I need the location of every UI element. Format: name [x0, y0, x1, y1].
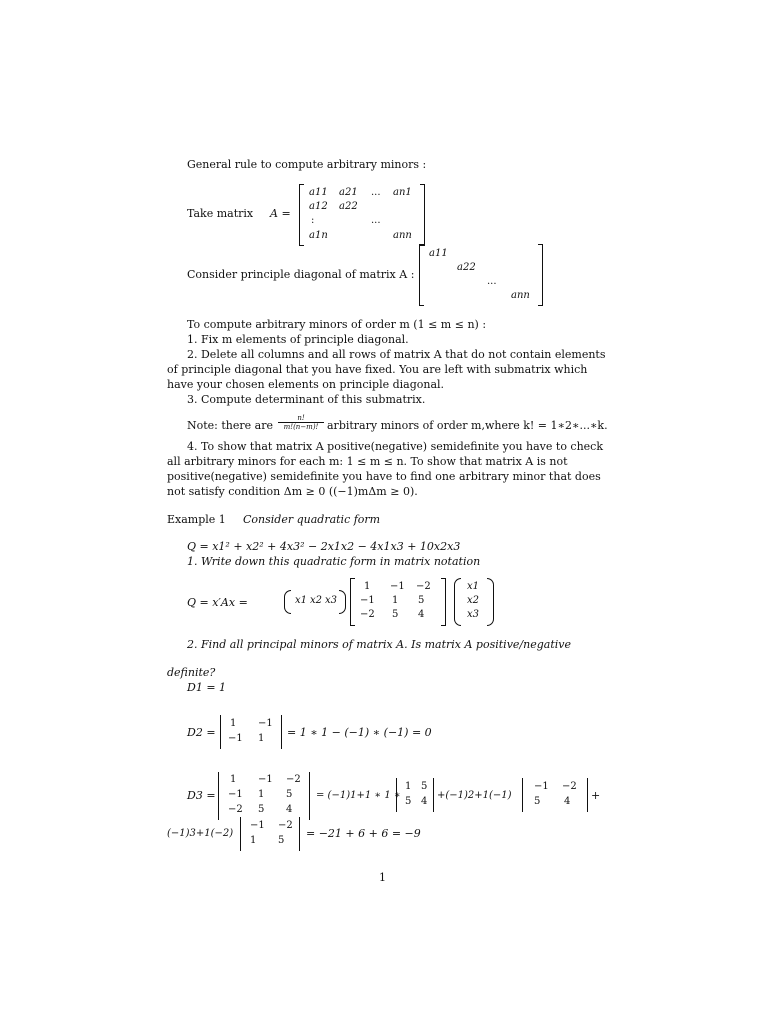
matrix-cell: −2: [416, 581, 431, 592]
step-3: 3. Compute determinant of this submatrix.: [187, 393, 426, 406]
matrix-cell: −2: [286, 774, 301, 785]
fraction-numerator: n!: [278, 414, 324, 423]
matrix-cell: 5: [258, 804, 265, 815]
matrix-cell: −2: [228, 804, 243, 815]
matrix-cell: 5: [278, 835, 285, 846]
note-fraction: [278, 414, 324, 431]
d2-lhs: D2 =: [187, 726, 216, 739]
matrix-cell: ann: [511, 290, 530, 301]
matrix-cell: 1: [230, 718, 237, 729]
vector-entry: x2: [310, 595, 323, 606]
question-1: 1. Write down this quadratic form in matrix notation: [187, 555, 481, 568]
matrix-cell: 5: [418, 595, 425, 606]
matrix-cell: 5: [286, 789, 293, 800]
d3-expansion-2: +(−1)2+1(−1): [437, 790, 512, 801]
step-2-line-2: of principle diagonal that you have fixed. You are left with submatrix which: [167, 363, 588, 376]
d3-plus: +: [591, 789, 601, 802]
matrix-cell: a22: [339, 201, 358, 212]
matrix-cell: a12: [309, 201, 328, 212]
matrix-a-label: A =: [270, 207, 291, 220]
note-suffix: arbitrary minors of order m,where k! = 1∗2∗...∗k.: [327, 419, 608, 432]
question-2-line-1: 2. Find all principal minors of matrix A. Is matrix A positive/negative: [187, 638, 571, 651]
fraction-denominator: m!(n−m)!: [283, 423, 319, 431]
vector-entry: x1: [467, 581, 480, 592]
matrix-cell: 4: [421, 796, 428, 807]
vector-entry: x1: [295, 595, 308, 606]
matrix-cell: −1: [250, 820, 265, 831]
row-vector: [284, 590, 346, 614]
matrix-cell: 1: [258, 789, 265, 800]
matrix-cell: 1: [392, 595, 399, 606]
step-4-line-3: positive(negative) semidefinite you have to find one arbitrary minor that does: [167, 470, 601, 483]
d2-rhs: = 1 ∗ 1 − (−1) ∗ (−1) = 0: [287, 726, 432, 739]
example-label: Example 1: [167, 513, 226, 526]
d3-expansion-1: = (−1)1+1 ∗ 1 ∗: [316, 790, 401, 801]
matrix-cell: −1: [390, 581, 405, 592]
d3-expansion-3: (−1)3+1(−2): [167, 828, 234, 839]
step-4-line-1: 4. To show that matrix A positive(negative) semidefinite you have to check: [187, 440, 604, 453]
steps-lead: To compute arbitrary minors of order m (1 ≤ m ≤ n) :: [187, 318, 487, 331]
coefficient-matrix: [350, 578, 446, 626]
column-vector: [454, 578, 494, 626]
matrix-cell: a21: [339, 187, 358, 198]
d2-determinant: [220, 715, 282, 749]
matrix-cell: −1: [360, 595, 375, 606]
matrix-cell: 1: [250, 835, 257, 846]
matrix-cell: 4: [564, 796, 571, 807]
step-1: 1. Fix m elements of principle diagonal.: [187, 333, 409, 346]
matrix-cell: a11: [429, 248, 448, 259]
matrix-cell: −1: [258, 718, 273, 729]
matrix-cell: −1: [228, 789, 243, 800]
d3-minor-3: [240, 817, 300, 851]
matrix-cell: an1: [393, 187, 412, 198]
matrix-a: [299, 184, 425, 246]
matrix-notation-lhs: Q = x′Ax =: [187, 596, 248, 609]
take-matrix-label: Take matrix: [187, 207, 254, 220]
matrix-cell: 1: [405, 781, 412, 792]
matrix-cell: a22: [457, 262, 476, 273]
d3-minor-1: [396, 778, 434, 812]
section-title: General rule to compute arbitrary minors :: [187, 158, 427, 171]
vector-entry: x2: [467, 595, 480, 606]
matrix-cell: −1: [258, 774, 273, 785]
matrix-cell: ...: [371, 187, 381, 198]
matrix-cell: −2: [278, 820, 293, 831]
matrix-cell: :: [311, 215, 315, 226]
matrix-cell: 5: [534, 796, 541, 807]
d1-value: D1 = 1: [187, 681, 227, 694]
matrix-cell: 1: [364, 581, 371, 592]
step-4-line-2: all arbitrary minors for each m: 1 ≤ m ≤ n. To show that matrix A is not: [167, 455, 568, 468]
page-number: 1: [379, 871, 386, 884]
diagonal-matrix: [419, 244, 543, 306]
matrix-cell: ...: [487, 276, 497, 287]
question-2-line-2: definite?: [167, 666, 216, 679]
consider-diagonal-text: Consider principle diagonal of matrix A :: [187, 268, 415, 281]
matrix-cell: 4: [418, 609, 425, 620]
matrix-cell: ...: [371, 215, 381, 226]
step-2-line-1: 2. Delete all columns and all rows of matrix A that do not contain elements: [187, 348, 606, 361]
note-prefix: Note: there are: [187, 419, 273, 432]
matrix-cell: 1: [258, 733, 265, 744]
matrix-cell: 4: [286, 804, 293, 815]
d3-minor-2: [522, 778, 588, 812]
vector-entry: x3: [467, 609, 480, 620]
matrix-cell: 5: [392, 609, 399, 620]
matrix-cell: a1n: [309, 230, 328, 241]
step-2-line-3: have your chosen elements on principle diagonal.: [167, 378, 445, 391]
matrix-cell: ann: [393, 230, 412, 241]
vector-entry: x3: [325, 595, 338, 606]
matrix-cell: −2: [360, 609, 375, 620]
step-4-line-4: not satisfy condition Δm ≥ 0 ((−1)mΔm ≥ 0).: [167, 485, 418, 498]
matrix-cell: a11: [309, 187, 328, 198]
matrix-cell: −2: [562, 781, 577, 792]
d3-determinant: [218, 772, 310, 820]
matrix-cell: −1: [534, 781, 549, 792]
d3-rhs: = −21 + 6 + 6 = −9: [306, 827, 421, 840]
matrix-cell: −1: [228, 733, 243, 744]
d3-lhs: D3 =: [187, 789, 216, 802]
example-title: Consider quadratic form: [243, 513, 381, 526]
quadratic-form: Q = x1² + x2² + 4x3² − 2x1x2 − 4x1x3 + 10x2x3: [187, 540, 461, 553]
matrix-cell: 5: [405, 796, 412, 807]
matrix-cell: 5: [421, 781, 428, 792]
matrix-cell: 1: [230, 774, 237, 785]
